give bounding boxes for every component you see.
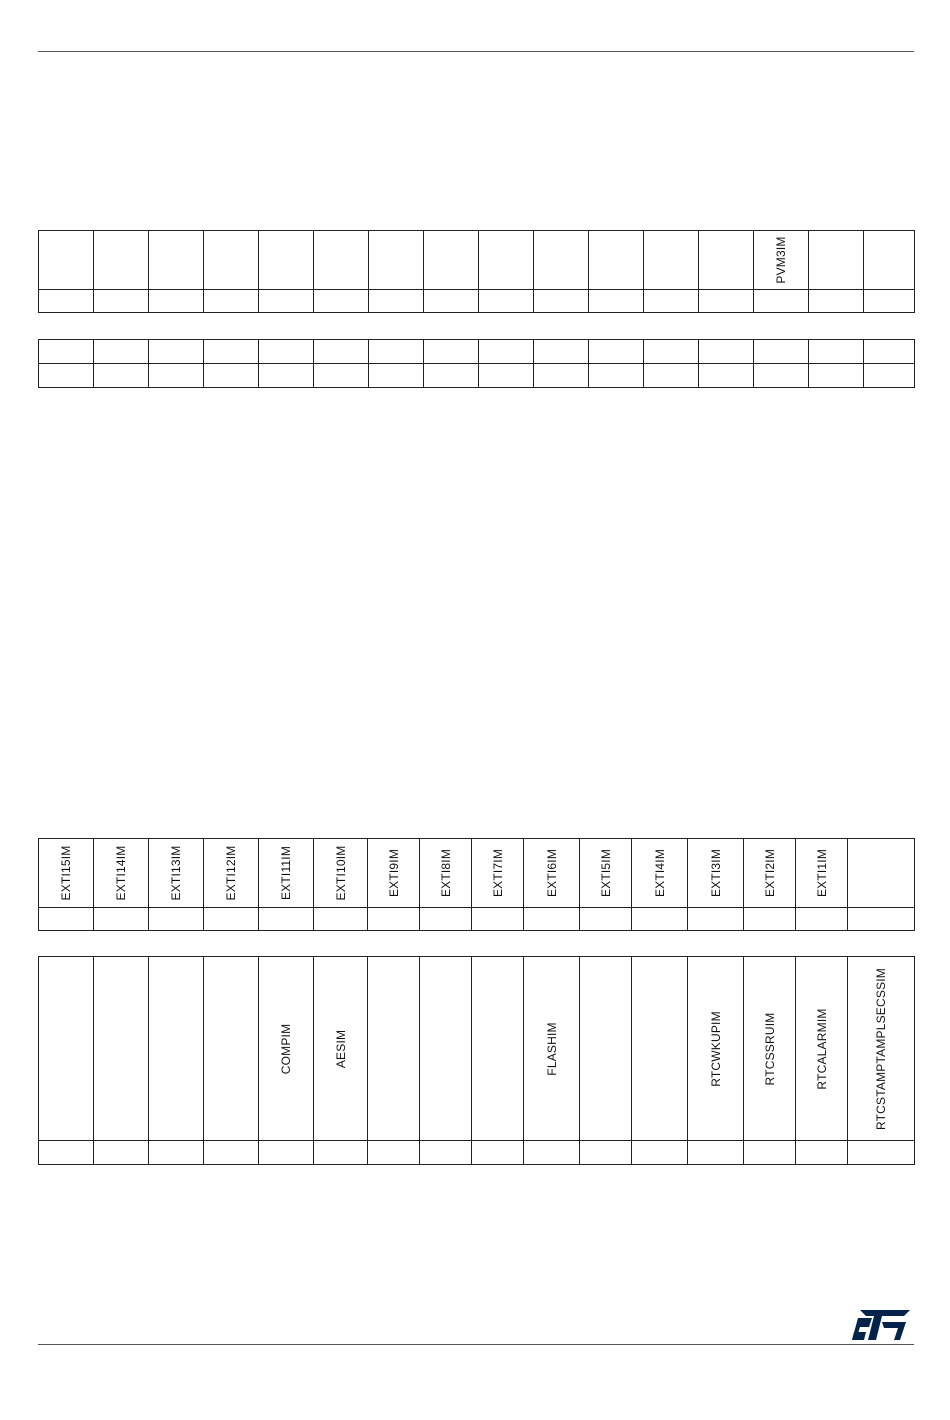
bit-name-cell bbox=[524, 839, 580, 908]
bit-value-cell bbox=[368, 908, 420, 931]
bit-name-cell bbox=[314, 231, 369, 290]
bit-name-cell bbox=[589, 340, 644, 364]
bit-value-cell bbox=[314, 290, 369, 313]
bit-name-label: FLASHIM bbox=[544, 1021, 559, 1076]
register-table-1 bbox=[38, 230, 915, 313]
bit-name-cell bbox=[796, 957, 848, 1141]
bit-name-cell bbox=[94, 957, 149, 1141]
bit-value-cell bbox=[204, 364, 259, 388]
bit-name-cell bbox=[864, 340, 915, 364]
bit-value-cell bbox=[699, 364, 754, 388]
bit-name-cell bbox=[259, 957, 314, 1141]
bit-name-cell bbox=[744, 957, 796, 1141]
bit-name-cell bbox=[472, 957, 524, 1141]
bit-name-cell bbox=[688, 839, 744, 908]
bit-name-label: EXTI9IM bbox=[386, 848, 401, 898]
bit-value-cell bbox=[94, 908, 149, 931]
bit-name-cell bbox=[259, 839, 314, 908]
bit-value-cell bbox=[632, 1141, 688, 1165]
bit-value-cell bbox=[94, 290, 149, 313]
bit-name-label: EXTI11IM bbox=[279, 845, 293, 901]
bit-name-cell bbox=[39, 839, 94, 908]
bit-value-cell bbox=[534, 290, 589, 313]
bit-value-cell bbox=[472, 1141, 524, 1165]
bit-value-cell bbox=[589, 290, 644, 313]
bit-name-cell bbox=[848, 957, 915, 1141]
bit-value-row bbox=[39, 290, 915, 313]
bit-name-cell bbox=[368, 839, 420, 908]
bit-value-cell bbox=[589, 364, 644, 388]
bit-name-cell bbox=[39, 957, 94, 1141]
bit-name-cell bbox=[368, 957, 420, 1141]
bit-value-cell bbox=[809, 290, 864, 313]
bit-value-cell bbox=[149, 290, 204, 313]
bit-name-cell bbox=[479, 231, 534, 290]
bit-name-label: EXTI12IM bbox=[224, 845, 238, 901]
bit-name-cell bbox=[149, 231, 204, 290]
bit-name-row bbox=[39, 231, 915, 290]
bit-value-cell bbox=[259, 364, 314, 388]
bit-value-cell bbox=[39, 1141, 94, 1165]
bit-value-cell bbox=[39, 290, 94, 313]
bit-name-cell bbox=[39, 340, 94, 364]
bit-value-cell bbox=[424, 290, 479, 313]
bit-name-cell bbox=[754, 231, 809, 290]
bit-value-cell bbox=[688, 908, 744, 931]
bit-name-label: RTCALARMIM bbox=[814, 1007, 829, 1090]
bit-name-label: AESIM bbox=[333, 1029, 348, 1068]
bit-name-row bbox=[39, 957, 915, 1141]
bit-name-cell bbox=[744, 839, 796, 908]
bit-name-cell bbox=[149, 340, 204, 364]
bit-value-cell bbox=[420, 1141, 472, 1165]
bit-value-cell bbox=[688, 1141, 744, 1165]
bit-name-cell bbox=[534, 340, 589, 364]
bit-name-cell bbox=[314, 839, 368, 908]
bit-name-row bbox=[39, 839, 915, 908]
header-rule bbox=[38, 51, 914, 52]
bit-name-cell bbox=[204, 957, 259, 1141]
bit-name-cell bbox=[149, 957, 204, 1141]
bit-name-label: EXTI6IM bbox=[544, 848, 559, 898]
bit-name-cell bbox=[369, 340, 424, 364]
bit-value-cell bbox=[39, 364, 94, 388]
bit-value-cell bbox=[644, 364, 699, 388]
bit-name-cell bbox=[369, 231, 424, 290]
bit-name-cell bbox=[204, 231, 259, 290]
bit-name-cell bbox=[632, 957, 688, 1141]
bit-value-cell bbox=[524, 908, 580, 931]
bit-name-cell bbox=[479, 340, 534, 364]
bit-value-cell bbox=[744, 1141, 796, 1165]
bit-name-label: EXTI4IM bbox=[652, 848, 667, 898]
bit-name-label: EXTI2IM bbox=[762, 848, 777, 898]
st-logo-icon bbox=[852, 1310, 910, 1340]
bit-name-cell bbox=[472, 839, 524, 908]
bit-value-cell bbox=[259, 908, 314, 931]
bit-value-cell bbox=[479, 364, 534, 388]
bit-value-cell bbox=[149, 364, 204, 388]
bit-name-cell bbox=[204, 340, 259, 364]
bit-value-cell bbox=[149, 1141, 204, 1165]
bit-value-cell bbox=[644, 290, 699, 313]
bit-value-cell bbox=[864, 290, 915, 313]
footer-rule bbox=[38, 1344, 914, 1345]
bit-name-cell bbox=[589, 231, 644, 290]
bit-name-cell bbox=[259, 340, 314, 364]
bit-name-cell bbox=[424, 231, 479, 290]
bit-name-cell bbox=[94, 340, 149, 364]
bit-value-cell bbox=[420, 908, 472, 931]
bit-name-label: RTCSTAMPTAMPLSECSSIM bbox=[874, 967, 888, 1130]
bit-value-cell bbox=[204, 908, 259, 931]
bit-value-cell bbox=[580, 1141, 632, 1165]
bit-value-cell bbox=[754, 364, 809, 388]
bit-name-label: EXTI5IM bbox=[598, 848, 613, 898]
bit-name-cell bbox=[314, 340, 369, 364]
bit-value-cell bbox=[149, 908, 204, 931]
bit-name-label: EXTI13IM bbox=[169, 845, 183, 901]
bit-name-cell bbox=[644, 231, 699, 290]
bit-value-row bbox=[39, 1141, 915, 1165]
register-table-3 bbox=[38, 838, 915, 931]
bit-name-cell bbox=[809, 231, 864, 290]
bit-name-cell bbox=[754, 340, 809, 364]
bit-name-cell bbox=[699, 231, 754, 290]
bit-name-cell bbox=[420, 957, 472, 1141]
bit-value-cell bbox=[424, 364, 479, 388]
bit-name-cell bbox=[632, 839, 688, 908]
bit-value-cell bbox=[39, 908, 94, 931]
register-table-2 bbox=[38, 339, 915, 388]
bit-name-cell bbox=[848, 839, 915, 908]
bit-name-cell bbox=[699, 340, 754, 364]
bit-value-cell bbox=[314, 1141, 368, 1165]
bit-value-cell bbox=[369, 364, 424, 388]
bit-value-cell bbox=[848, 908, 915, 931]
bit-value-cell bbox=[259, 290, 314, 313]
register-table-4 bbox=[38, 956, 915, 1165]
bit-name-label: EXTI10IM bbox=[333, 845, 348, 901]
bit-name-cell bbox=[580, 957, 632, 1141]
bit-name-label: EXTI1IM bbox=[814, 848, 829, 898]
bit-name-cell bbox=[94, 839, 149, 908]
bit-value-cell bbox=[204, 1141, 259, 1165]
bit-value-cell bbox=[809, 364, 864, 388]
bit-name-label: EXTI7IM bbox=[490, 848, 505, 898]
bit-name-cell bbox=[796, 839, 848, 908]
bit-name-cell bbox=[424, 340, 479, 364]
bit-value-cell bbox=[472, 908, 524, 931]
bit-name-label: EXTI14IM bbox=[114, 845, 128, 901]
bit-value-cell bbox=[796, 1141, 848, 1165]
bit-value-cell bbox=[314, 908, 368, 931]
bit-value-cell bbox=[94, 364, 149, 388]
bit-name-cell bbox=[864, 231, 915, 290]
bit-value-cell bbox=[369, 290, 424, 313]
bit-value-cell bbox=[744, 908, 796, 931]
bit-value-cell bbox=[368, 1141, 420, 1165]
bit-name-cell bbox=[644, 340, 699, 364]
bit-value-row bbox=[39, 364, 915, 388]
bit-value-cell bbox=[699, 290, 754, 313]
bit-value-cell bbox=[796, 908, 848, 931]
bit-name-cell bbox=[259, 231, 314, 290]
bit-value-row bbox=[39, 908, 915, 931]
bit-name-label: EXTI8IM bbox=[438, 848, 453, 898]
bit-name-label: PVM3IM bbox=[774, 236, 788, 284]
bit-value-cell bbox=[524, 1141, 580, 1165]
bit-value-cell bbox=[632, 908, 688, 931]
bit-name-label: COMPIM bbox=[279, 1023, 293, 1074]
bit-value-cell bbox=[534, 364, 589, 388]
bit-name-cell bbox=[149, 839, 204, 908]
bit-name-label: EXTI3IM bbox=[708, 848, 723, 898]
bit-name-cell bbox=[420, 839, 472, 908]
bit-name-label: RTCWKUPIM bbox=[708, 1010, 723, 1087]
bit-value-cell bbox=[314, 364, 369, 388]
bit-name-cell bbox=[39, 231, 94, 290]
bit-value-cell bbox=[864, 364, 915, 388]
bit-value-cell bbox=[94, 1141, 149, 1165]
bit-name-cell bbox=[204, 839, 259, 908]
bit-name-cell bbox=[688, 957, 744, 1141]
bit-value-cell bbox=[754, 290, 809, 313]
bit-name-cell bbox=[580, 839, 632, 908]
bit-value-cell bbox=[848, 1141, 915, 1165]
bit-value-cell bbox=[479, 290, 534, 313]
bit-name-cell bbox=[314, 957, 368, 1141]
bit-value-cell bbox=[204, 290, 259, 313]
bit-name-cell bbox=[94, 231, 149, 290]
bit-value-cell bbox=[580, 908, 632, 931]
bit-name-label: RTCSSRUIM bbox=[762, 1012, 777, 1085]
bit-name-cell bbox=[524, 957, 580, 1141]
bit-name-row bbox=[39, 340, 915, 364]
bit-name-cell bbox=[534, 231, 589, 290]
bit-name-cell bbox=[809, 340, 864, 364]
bit-name-label: EXTI15IM bbox=[59, 845, 73, 901]
bit-value-cell bbox=[259, 1141, 314, 1165]
